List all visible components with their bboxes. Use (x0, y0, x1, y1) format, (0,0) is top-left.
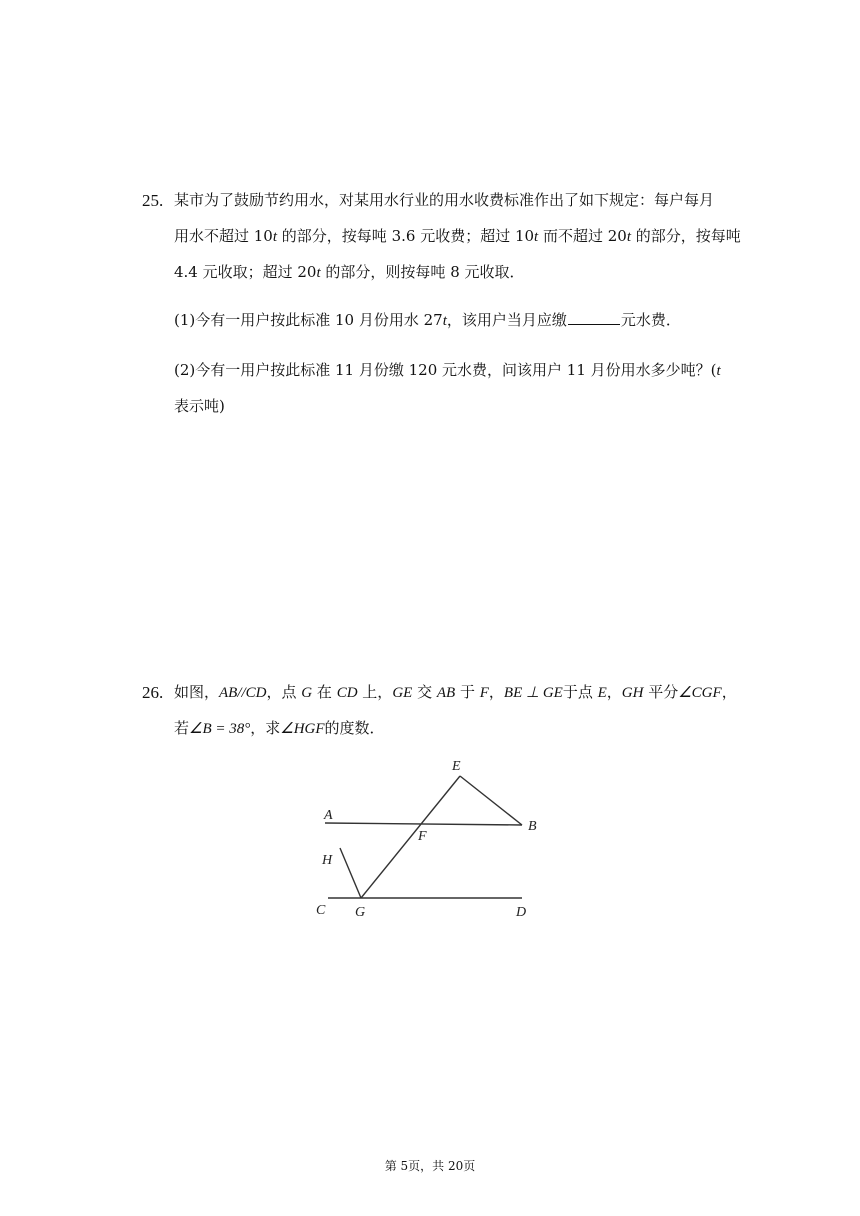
label-c: C (316, 903, 326, 918)
label-b: B (528, 819, 537, 834)
geometry-figure (300, 752, 560, 927)
label-a: A (324, 808, 333, 823)
question-text-line: 某市为了鼓励节约用水，对某用水行业的用水收费标准作出了如下规定：每户每月 (174, 191, 715, 209)
question-text-line: 如图，AB//CD，点 G 在 CD 上，GE 交 AB 于 F，BE ⊥ GE于点 E，GH 平分∠CGF， (174, 683, 737, 701)
sub-question-2: (2)今有一用户按此标准 11 月份缴 120 元水费，问该用户 11 月份用水多少吨？(t (174, 361, 721, 379)
label-e: E (452, 759, 461, 774)
question-text-line: 用水不超过 10t 的部分，按每吨 3.6 元收费；超过 10t 而不超过 20t 的部分，按每吨 (174, 227, 741, 245)
label-g: G (355, 905, 366, 920)
label-f: F (418, 829, 427, 844)
label-d: D (516, 905, 527, 920)
question-number: 26. (142, 683, 164, 702)
line-gh (340, 848, 361, 898)
page-footer: 第 5页，共 20页 (384, 1159, 476, 1173)
sub-question-1: (1)今有一用户按此标准 10 月份用水 27t，该用户当月应缴 元水费． (174, 311, 681, 329)
question-number: 25. (142, 191, 164, 210)
line-ge (361, 776, 460, 898)
sub-question-2-cont: 表示吨) (174, 397, 225, 415)
question-text-line: 4.4 元收取；超过 20t 的部分，则按每吨 8 元收取． (174, 263, 525, 281)
line-ab (325, 823, 522, 825)
label-h: H (322, 853, 333, 868)
answer-blank (568, 310, 620, 325)
line-eb (460, 776, 522, 825)
question-text-line: 若∠B = 38°，求∠HGF的度数． (174, 719, 385, 737)
